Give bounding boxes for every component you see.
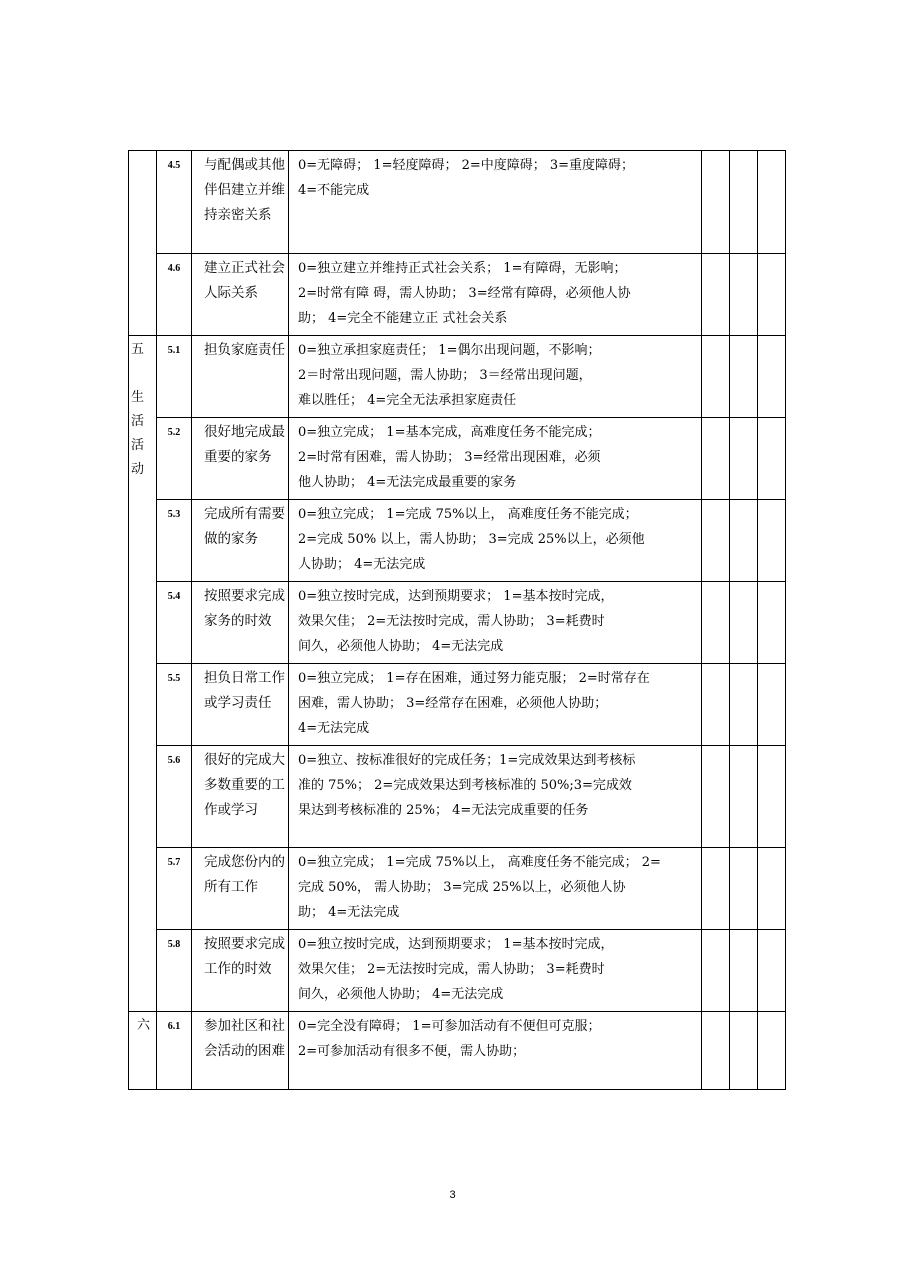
item-name: 完成您份内的所有工作 (192, 848, 289, 930)
score-cell[interactable] (730, 151, 758, 254)
score-cell[interactable] (730, 746, 758, 848)
item-number: 5.1 (157, 336, 192, 418)
table-row (129, 500, 786, 582)
score-cell[interactable] (730, 930, 758, 1012)
item-name: 担负家庭责任 (192, 336, 289, 418)
score-cell[interactable] (758, 746, 786, 848)
page-number: 3 (449, 1189, 456, 1201)
score-cell[interactable] (702, 254, 730, 336)
item-number: 4.6 (157, 254, 192, 336)
item-number: 5.2 (157, 418, 192, 500)
table-row (129, 930, 786, 1012)
scoring-criteria: 0=独立建立并维持正式社会关系； 1=有障碍，无影响； 2=时常有障 碍，需人协助； 3=经常有障碍，必须他人协 助； 4=完全不能建立正 式社会关系 (289, 254, 702, 336)
assessment-table (128, 150, 786, 1090)
item-name: 按照要求完成工作的时效 (192, 930, 289, 1012)
item-name: 担负日常工作或学习责任 (192, 664, 289, 746)
section-label-cell: 六 (129, 1012, 157, 1090)
item-name: 按照要求完成家务的时效 (192, 582, 289, 664)
scoring-criteria: 0=无障碍； 1=轻度障碍； 2=中度障碍； 3=重度障碍； 4=不能完成 (289, 151, 702, 254)
table-row (129, 848, 786, 930)
item-number: 6.1 (157, 1012, 192, 1090)
scoring-criteria: 0=独立完成； 1=存在困难，通过努力能克服； 2=时常存在 困难，需人协助； 3=经常存在困难，必须他人协助； 4=无法完成 (289, 664, 702, 746)
table-row (129, 582, 786, 664)
score-cell[interactable] (730, 582, 758, 664)
item-name: 很好的完成大多数重要的工 作或学习 (192, 746, 289, 848)
scoring-criteria: 0=独立完成； 1=完成 75%以上， 高难度任务不能完成； 2=完成 50% 以上，需人协助； 3=完成 25%以上，必须他 人协助； 4=无法完成 (289, 500, 702, 582)
score-cell[interactable] (758, 500, 786, 582)
section-label-cell: 五 生 活 活 动 (129, 336, 157, 1012)
item-number: 4.5 (157, 151, 192, 254)
score-cell[interactable] (758, 418, 786, 500)
item-number: 5.5 (157, 664, 192, 746)
table-row (129, 1012, 786, 1090)
scoring-criteria: 0=独立承担家庭责任； 1=偶尔出现问题，不影响； 2＝时常出现问题，需人协助； 3＝经常出现问题， 难以胜任； 4=完全无法承担家庭责任 (289, 336, 702, 418)
score-cell[interactable] (730, 664, 758, 746)
score-cell[interactable] (758, 336, 786, 418)
item-number: 5.7 (157, 848, 192, 930)
score-cell[interactable] (702, 1012, 730, 1090)
scoring-criteria: 0=独立完成； 1=基本完成，高难度任务不能完成； 2=时常有困难，需人协助； 3=经常出现困难，必须 他人协助； 4=无法完成最重要的家务 (289, 418, 702, 500)
table-row (129, 151, 786, 254)
score-cell[interactable] (758, 848, 786, 930)
score-cell[interactable] (702, 500, 730, 582)
table-row (129, 418, 786, 500)
item-number: 5.3 (157, 500, 192, 582)
item-name: 完成所有需要做的家务 (192, 500, 289, 582)
score-cell[interactable] (702, 930, 730, 1012)
scoring-criteria: 0=独立按时完成，达到预期要求； 1=基本按时完成， 效果欠佳； 2=无法按时完成，需人协助； 3=耗费时 间久，必须他人协助； 4=无法完成 (289, 582, 702, 664)
scoring-criteria: 0=完全没有障碍； 1=可参加活动有不便但可克服； 2=可参加活动有很多不便，需人协助； (289, 1012, 702, 1090)
table-row (129, 664, 786, 746)
score-cell[interactable] (702, 336, 730, 418)
score-cell[interactable] (730, 418, 758, 500)
score-cell[interactable] (730, 336, 758, 418)
score-cell[interactable] (702, 848, 730, 930)
score-cell[interactable] (702, 664, 730, 746)
score-cell[interactable] (758, 254, 786, 336)
score-cell[interactable] (730, 500, 758, 582)
table-row (129, 336, 786, 418)
item-name: 很好地完成最重要的家务 (192, 418, 289, 500)
score-cell[interactable] (758, 582, 786, 664)
score-cell[interactable] (758, 930, 786, 1012)
scoring-criteria: 0=独立、按标准很好的完成任务；1=完成效果达到考核标 准的 75%； 2=完成效果达到考核标准的 50%;3=完成效 果达到考核标准的 25%； 4=无法完成重要的任务 (289, 746, 702, 848)
scoring-criteria: 0=独立完成； 1=完成 75%以上， 高难度任务不能完成； 2= 完成 50%， 需人协助； 3=完成 25%以上，必须他人协 助； 4=无法完成 (289, 848, 702, 930)
scoring-criteria: 0=独立按时完成，达到预期要求； 1=基本按时完成， 效果欠佳； 2=无法按时完成，需人协助； 3=耗费时 间久，必须他人协助； 4=无法完成 (289, 930, 702, 1012)
score-cell[interactable] (730, 254, 758, 336)
score-cell[interactable] (702, 746, 730, 848)
item-number: 5.8 (157, 930, 192, 1012)
score-cell[interactable] (758, 1012, 786, 1090)
section-label-cell (129, 151, 157, 336)
score-cell[interactable] (702, 418, 730, 500)
item-name: 与配偶或其他伴侣建立并维持亲密关系 (192, 151, 289, 254)
score-cell[interactable] (702, 151, 730, 254)
table-row (129, 254, 786, 336)
score-cell[interactable] (758, 664, 786, 746)
score-cell[interactable] (730, 1012, 758, 1090)
item-number: 5.6 (157, 746, 192, 848)
item-name: 建立正式社会人际关系 (192, 254, 289, 336)
score-cell[interactable] (758, 151, 786, 254)
score-cell[interactable] (702, 582, 730, 664)
item-number: 5.4 (157, 582, 192, 664)
score-cell[interactable] (730, 848, 758, 930)
table-row (129, 746, 786, 848)
item-name: 参加社区和社会活动的困难 (192, 1012, 289, 1090)
